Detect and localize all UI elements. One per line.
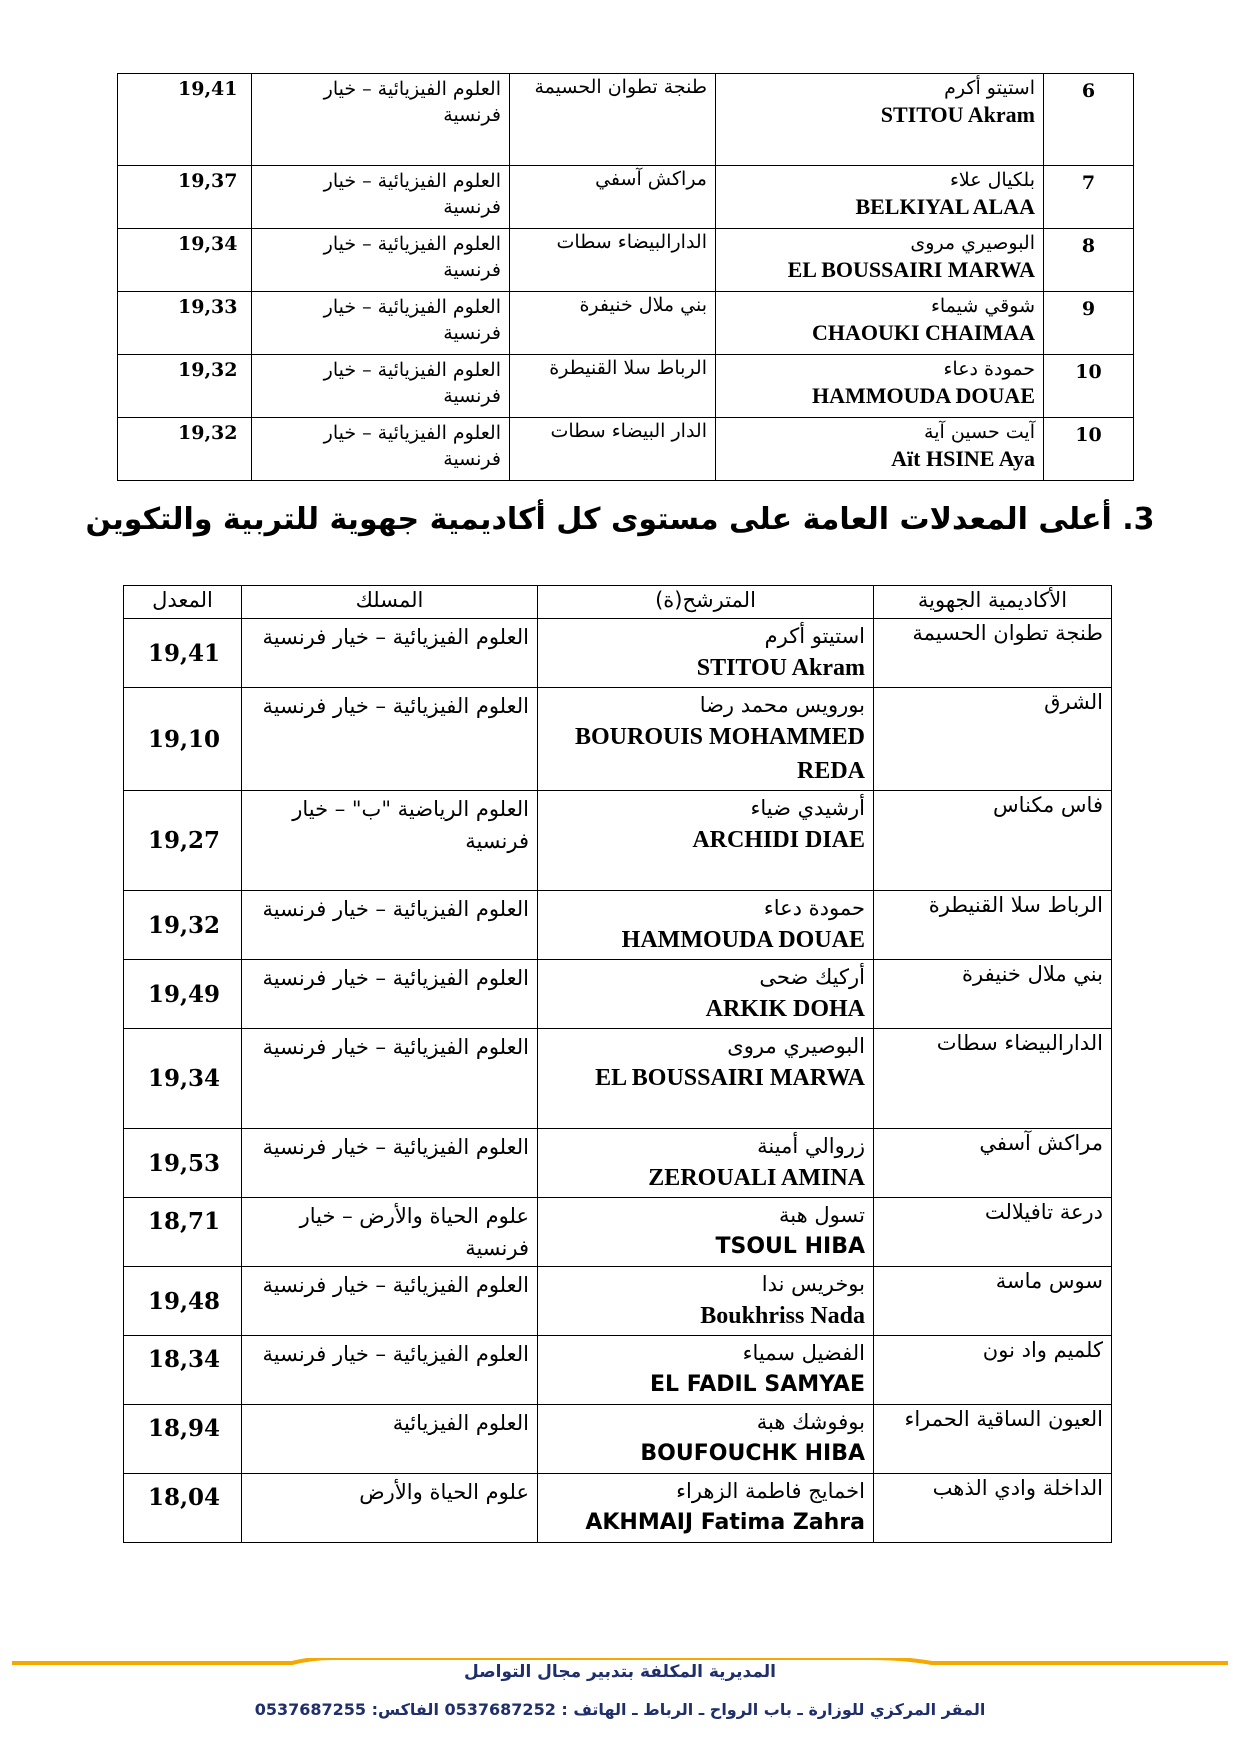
table-row: [118, 292, 1134, 355]
candidate: [538, 1336, 874, 1405]
candidate-name-ar: الفضيل سمياء: [742, 1341, 865, 1365]
region: طنجة تطوان الحسيمة: [510, 74, 716, 166]
table-row: [124, 1267, 1112, 1336]
candidate-name-ar: البوصيري مروى: [910, 232, 1035, 254]
academy: طنجة تطوان الحسيمة: [874, 619, 1112, 688]
candidate-name-latin: TSOUL HIBA: [715, 1234, 865, 1259]
academy: الشرق: [874, 688, 1112, 791]
candidate: [716, 74, 1044, 166]
candidate-name-latin: AKHMAIJ Fatima Zahra: [585, 1510, 865, 1535]
branch: العلوم الفيزيائية – خيار فرنسية: [252, 355, 510, 418]
candidate: [538, 1029, 874, 1129]
branch: العلوم الفيزيائية – خيار فرنسية: [242, 1029, 538, 1129]
academy: بني ملال خنيفرة: [874, 960, 1112, 1029]
candidate: [538, 619, 874, 688]
average: 19,32: [118, 418, 252, 481]
academy-top-table: [123, 585, 1112, 1543]
candidate-name-latin: BOUFOUCHK HIBA: [640, 1441, 865, 1466]
rank: 7: [1044, 166, 1134, 229]
candidate-name-latin: STITOU Akram: [880, 102, 1035, 127]
table-row: [124, 1336, 1112, 1405]
candidate-name-latin: ARKIK DOHA: [705, 996, 865, 1022]
average: 18,04: [124, 1474, 242, 1543]
candidate-name-ar: بوخريس ندا: [761, 1272, 865, 1296]
candidate-name-ar: بوفوشك هبة: [756, 1410, 865, 1434]
table-row: [124, 1198, 1112, 1267]
average: 19,49: [124, 960, 242, 1029]
region: الدار البيضاء سطات: [510, 418, 716, 481]
average: 19,41: [118, 74, 252, 166]
branch: العلوم الفيزيائية – خيار فرنسية: [242, 891, 538, 960]
branch: العلوم الفيزيائية – خيار فرنسية: [242, 619, 538, 688]
section-heading: 3. أعلى المعدلات العامة على مستوى كل أكاديمية جهوية للتربية والتكوين: [85, 502, 1155, 537]
candidate-name-ar: شوقي شيماء: [930, 295, 1035, 317]
table-row: [118, 418, 1134, 481]
branch: العلوم الفيزيائية – خيار فرنسية: [252, 74, 510, 166]
average: 19,33: [118, 292, 252, 355]
average: 19,48: [124, 1267, 242, 1336]
academy: الداخلة وادي الذهب: [874, 1474, 1112, 1543]
branch: العلوم الفيزيائية – خيار فرنسية: [252, 418, 510, 481]
candidate-name-latin: HAMMOUDA DOUAE: [811, 383, 1035, 408]
average: 19,10: [124, 688, 242, 791]
column-header-branch: المسلك: [242, 586, 538, 619]
branch: العلوم الرياضية "ب" – خيار فرنسية: [242, 791, 538, 891]
candidate-name-latin: Aït HSINE Aya: [891, 446, 1035, 471]
candidate-name-ar: استيتو أكرم: [944, 77, 1035, 99]
table-row: [124, 960, 1112, 1029]
table-row: [124, 1129, 1112, 1198]
candidate-name-ar: أرشيدي ضياء: [750, 796, 865, 820]
rank: 10: [1044, 418, 1134, 481]
branch: علوم الحياة والأرض: [242, 1474, 538, 1543]
region: مراكش آسفي: [510, 166, 716, 229]
footer-address: المقر المركزي للوزارة ـ باب الرواح ـ الرباط ـ الهاتف : 0537687252 الفاكس: 0537687255: [254, 1700, 986, 1719]
candidate-name-ar: زروالي أمينة: [757, 1134, 865, 1158]
candidate: [538, 1198, 874, 1267]
candidate-name-ar: حمودة دعاء: [763, 896, 865, 920]
candidate-name-latin: CHAOUKI CHAIMAA: [811, 320, 1035, 345]
average: 18,94: [124, 1405, 242, 1474]
candidate-name-ar: حمودة دعاء: [943, 358, 1035, 380]
branch: العلوم الفيزيائية – خيار فرنسية: [252, 166, 510, 229]
table-row: [118, 229, 1134, 292]
branch: العلوم الفيزيائية – خيار فرنسية: [242, 1129, 538, 1198]
region: بني ملال خنيفرة: [510, 292, 716, 355]
average: 19,34: [124, 1029, 242, 1129]
average: 19,41: [124, 619, 242, 688]
region: الرباط سلا القنيطرة: [510, 355, 716, 418]
candidate: [716, 229, 1044, 292]
candidate-name-ar: استيتو أكرم: [764, 624, 865, 648]
branch: العلوم الفيزيائية – خيار فرنسية: [242, 1336, 538, 1405]
table-row: [124, 1029, 1112, 1129]
candidate-name-latin: STITOU Akram: [696, 655, 865, 681]
candidate: [538, 1129, 874, 1198]
candidate-name-latin: HAMMOUDA DOUAE: [621, 927, 865, 953]
candidate-name-latin: ZEROUALI AMINA: [648, 1165, 865, 1191]
candidate: [716, 292, 1044, 355]
candidate-name-latin: BOUROUIS MOHAMMED REDA: [575, 724, 865, 784]
rank: 6: [1044, 74, 1134, 166]
table-row: [124, 891, 1112, 960]
academy: العيون الساقية الحمراء: [874, 1405, 1112, 1474]
candidate: [538, 1405, 874, 1474]
candidate-name-latin: ARCHIDI DIAE: [692, 827, 865, 853]
candidate-name-latin: EL FADIL SAMYAE: [649, 1372, 865, 1397]
candidate: [538, 791, 874, 891]
branch: علوم الحياة والأرض – خيار فرنسية: [242, 1198, 538, 1267]
academy: سوس ماسة: [874, 1267, 1112, 1336]
column-header-candidate: المترشح(ة): [538, 586, 874, 619]
candidate: [538, 1267, 874, 1336]
footer-department: المديرية المكلفة بتدبير مجال التواصل: [464, 1662, 776, 1682]
table-row: [124, 619, 1112, 688]
candidate-name-ar: بورويس محمد رضا: [699, 693, 865, 717]
rank: 10: [1044, 355, 1134, 418]
candidate: [538, 688, 874, 791]
candidate-name-ar: بلكيال علاء: [949, 169, 1035, 191]
average: 18,34: [124, 1336, 242, 1405]
top-ranked-table: [117, 73, 1134, 481]
candidate-name-latin: Boukhriss Nada: [700, 1303, 865, 1329]
average: 19,34: [118, 229, 252, 292]
average: 19,27: [124, 791, 242, 891]
table-row: [124, 688, 1112, 791]
average: 19,32: [118, 355, 252, 418]
candidate-name-ar: أركيك ضحى: [759, 965, 865, 989]
column-header-academy: الأكاديمية الجهوية: [874, 586, 1112, 619]
candidate-name-latin: EL BOUSSAIRI MARWA: [787, 257, 1035, 282]
column-header-avg: المعدل: [124, 586, 242, 619]
average: 19,37: [118, 166, 252, 229]
branch: العلوم الفيزيائية: [242, 1405, 538, 1474]
table-row: [124, 1474, 1112, 1543]
branch: العلوم الفيزيائية – خيار فرنسية: [252, 229, 510, 292]
academy: الرباط سلا القنيطرة: [874, 891, 1112, 960]
table-row: [124, 791, 1112, 891]
academy: الدارالبيضاء سطات: [874, 1029, 1112, 1129]
branch: العلوم الفيزيائية – خيار فرنسية: [242, 1267, 538, 1336]
candidate-name-ar: البوصيري مروى: [727, 1034, 865, 1058]
candidate: [716, 418, 1044, 481]
region: الدارالبيضاء سطات: [510, 229, 716, 292]
academy: درعة تافيلالت: [874, 1198, 1112, 1267]
table-row: [124, 1405, 1112, 1474]
rank: 8: [1044, 229, 1134, 292]
average: 19,53: [124, 1129, 242, 1198]
candidate: [538, 960, 874, 1029]
table-row: [118, 74, 1134, 166]
average: 18,71: [124, 1198, 242, 1267]
candidate-name-ar: آيت حسين آية: [924, 421, 1035, 443]
average: 19,32: [124, 891, 242, 960]
academy: كلميم واد نون: [874, 1336, 1112, 1405]
branch: العلوم الفيزيائية – خيار فرنسية: [242, 688, 538, 791]
candidate: [538, 1474, 874, 1543]
academy: مراكش آسفي: [874, 1129, 1112, 1198]
candidate: [538, 891, 874, 960]
candidate: [716, 355, 1044, 418]
candidate-name-latin: BELKIYAL ALAA: [855, 194, 1035, 219]
candidate-name-latin: EL BOUSSAIRI MARWA: [595, 1065, 865, 1091]
table-row: [118, 166, 1134, 229]
branch: العلوم الفيزيائية – خيار فرنسية: [242, 960, 538, 1029]
branch: العلوم الفيزيائية – خيار فرنسية: [252, 292, 510, 355]
table-row: [118, 355, 1134, 418]
table-header-row: [124, 586, 1112, 619]
candidate: [716, 166, 1044, 229]
rank: 9: [1044, 292, 1134, 355]
academy: فاس مكناس: [874, 791, 1112, 891]
candidate-name-ar: اخمايج فاطمة الزهراء: [676, 1479, 865, 1503]
candidate-name-ar: تسول هبة: [778, 1203, 865, 1227]
